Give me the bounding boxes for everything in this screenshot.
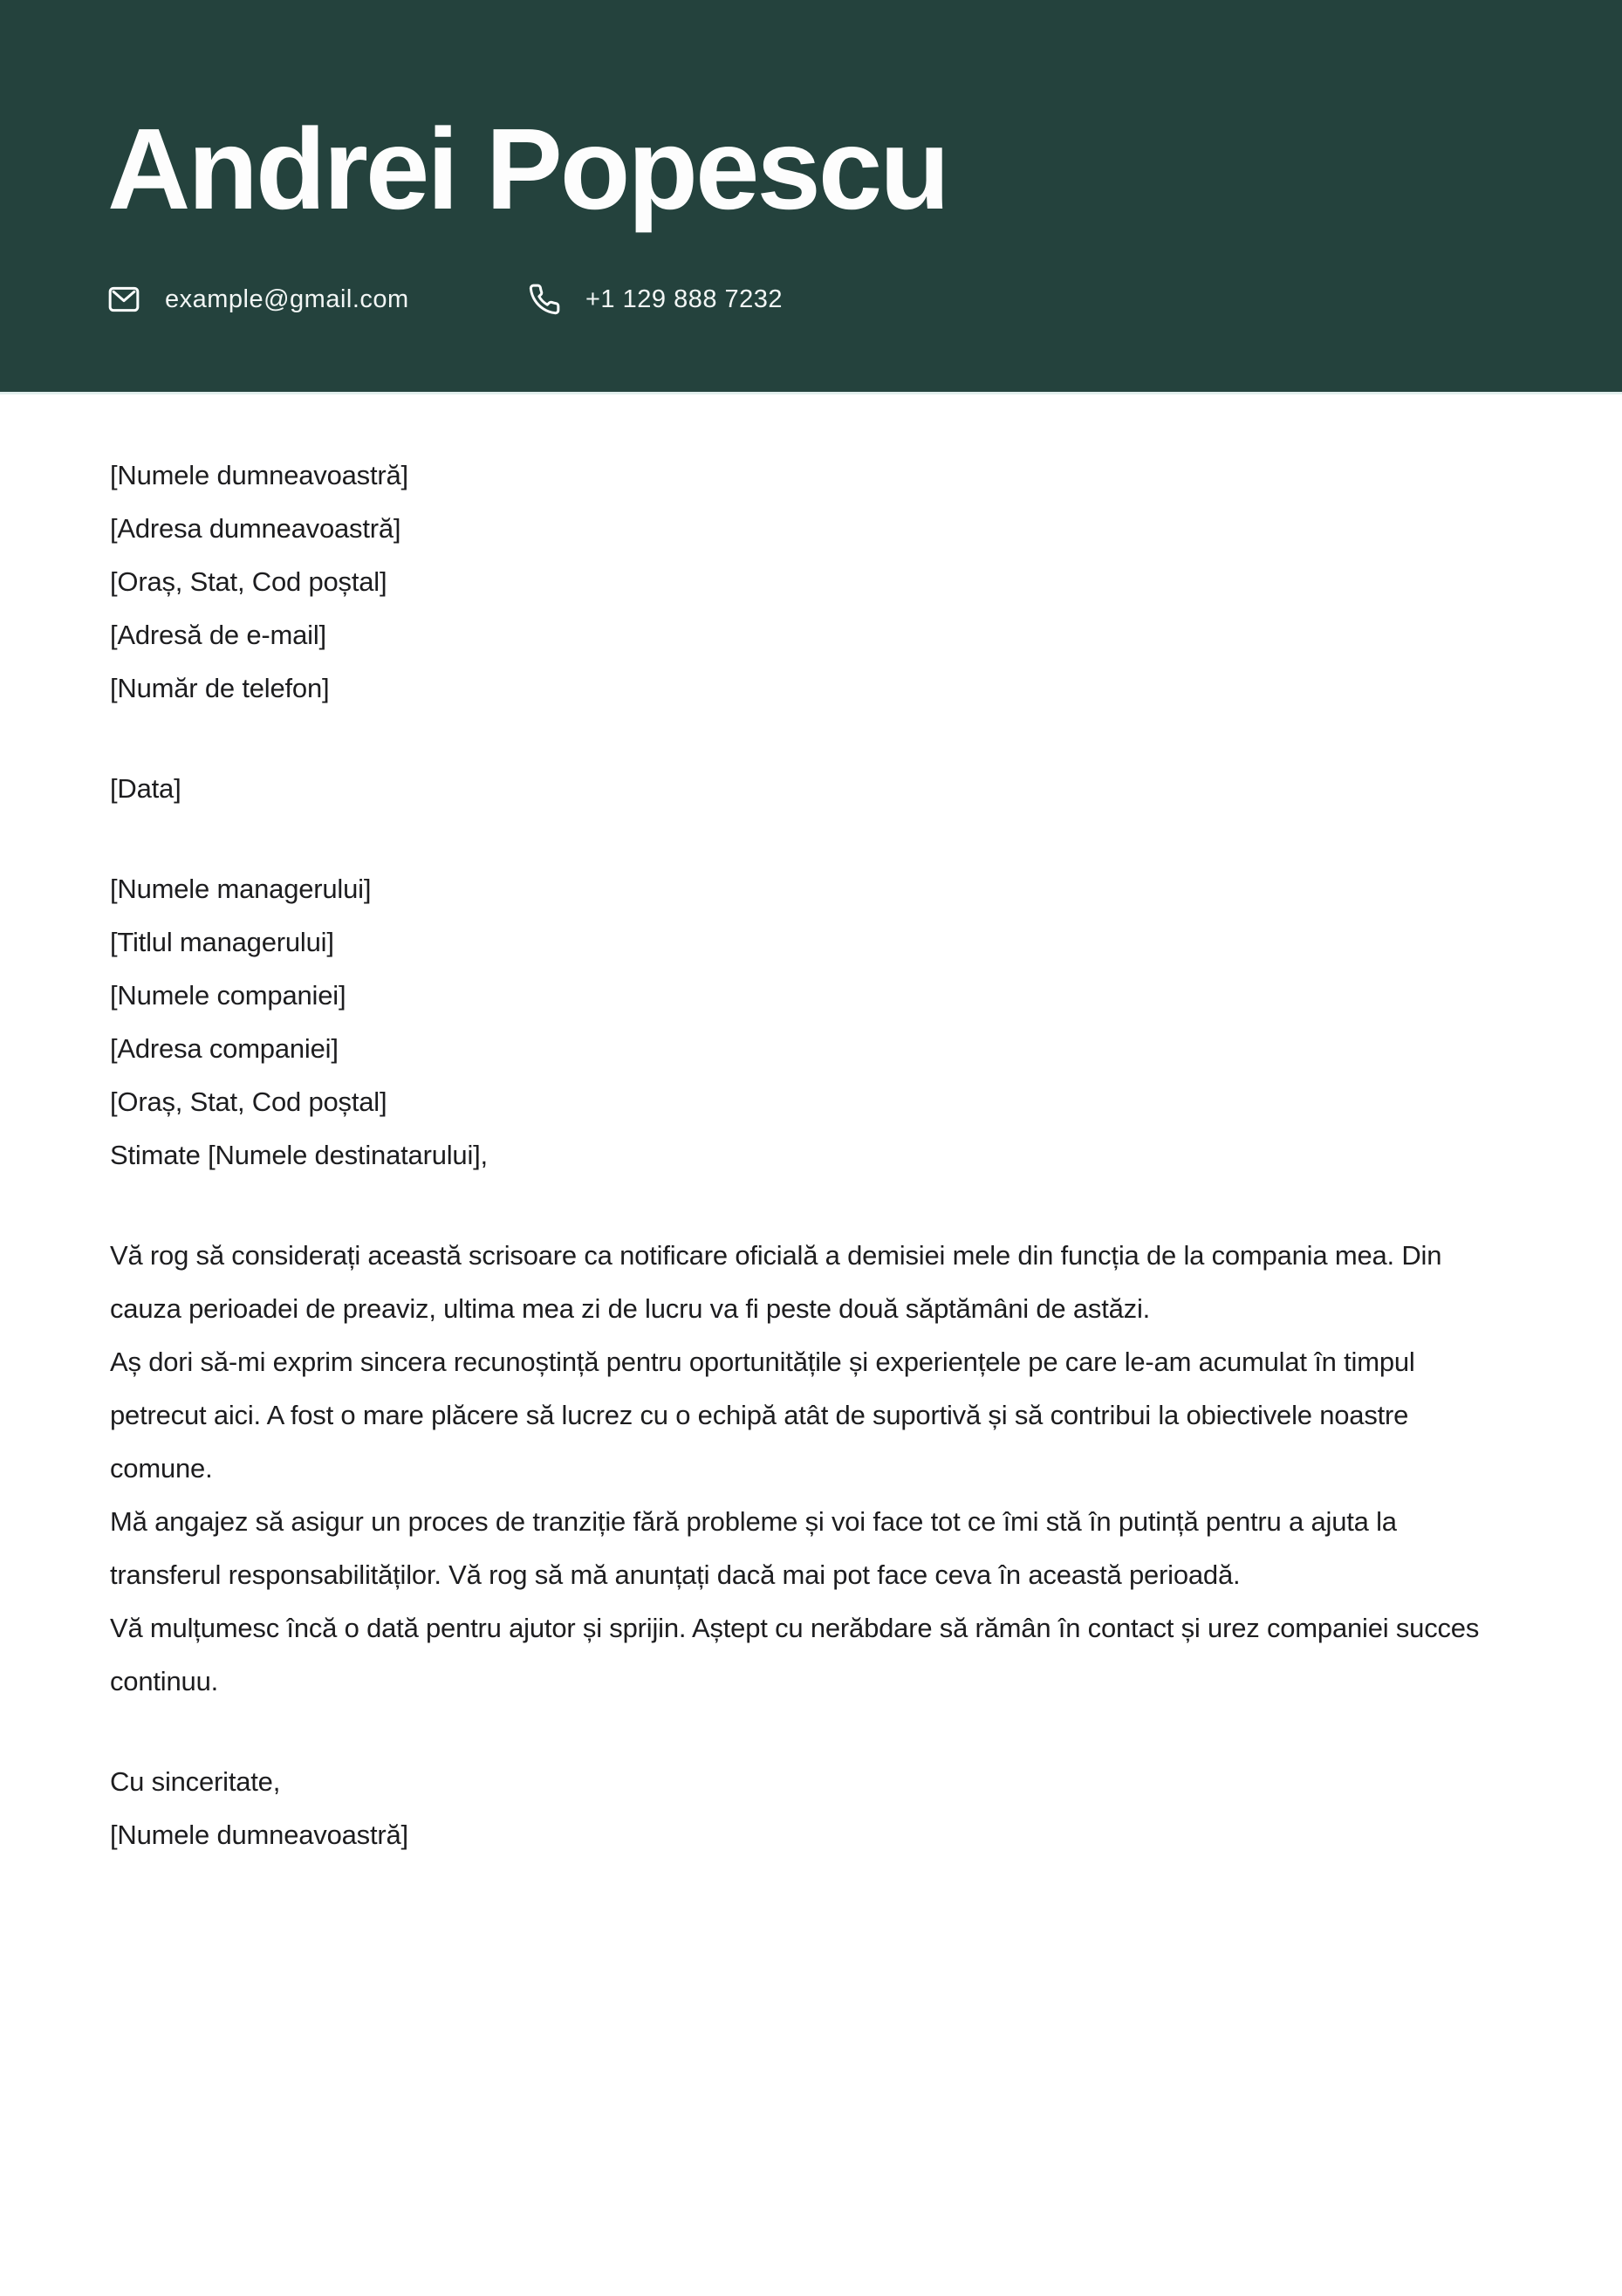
letter-body bbox=[0, 394, 1622, 1861]
closing-line: Cu sinceritate, bbox=[110, 1766, 281, 1797]
date-line: [Data] bbox=[110, 773, 181, 804]
sender-line: [Oraș, Stat, Cod poștal] bbox=[110, 566, 387, 597]
recipient-line: [Adresa companiei] bbox=[110, 1033, 339, 1064]
recipient-block bbox=[110, 862, 1512, 1128]
sender-line: [Numele dumneavoastră] bbox=[110, 460, 408, 490]
person-name: Andrei Popescu bbox=[107, 105, 948, 233]
paragraph: Vă rog să considerați această scrisoare ca notificare oficială a demisiei mele din funcția de la compania mea. Din cauza perioadei de preaviz, ultima mea zi de lucru va fi peste două săptămâni de astăzi. bbox=[110, 1240, 1442, 1324]
paragraph: Aș dori să-mi exprim sincera recunoștință pentru oportunitățile și experiențele pe care le-am acumulat în timpul petrecut aici. A fost o mare plăcere să lucrez cu o echipă atât de suportivă și să contribui la obiectivele noastre comune. bbox=[110, 1347, 1415, 1484]
email-text: example@gmail.com bbox=[165, 284, 409, 313]
date-block bbox=[110, 762, 1512, 815]
sender-block bbox=[110, 449, 1512, 715]
signature-line: [Numele dumneavoastră] bbox=[110, 1820, 408, 1850]
phone-icon bbox=[528, 283, 561, 316]
phone-text: +1 129 888 7232 bbox=[585, 284, 784, 313]
contact-phone bbox=[528, 283, 783, 316]
sender-line: [Adresă de e-mail] bbox=[110, 620, 326, 650]
recipient-line: [Numele companiei] bbox=[110, 980, 346, 1011]
header bbox=[0, 0, 1622, 394]
paragraph: Vă mulțumesc încă o dată pentru ajutor și sprijin. Aștept cu nerăbdare să rămân în contact și urez companiei succes continuu. bbox=[110, 1613, 1480, 1696]
sender-line: [Număr de telefon] bbox=[110, 673, 330, 703]
recipient-line: [Oraș, Stat, Cod poștal] bbox=[110, 1086, 387, 1117]
salutation: Stimate [Numele destinatarului], bbox=[110, 1140, 488, 1170]
recipient-line: [Numele managerului] bbox=[110, 874, 372, 904]
contact-email bbox=[107, 283, 528, 316]
mail-icon bbox=[107, 283, 140, 316]
body-paragraphs bbox=[110, 1229, 1512, 1708]
contact-row bbox=[107, 283, 1515, 316]
sender-line: [Adresa dumneavoastră] bbox=[110, 513, 401, 544]
recipient-line: [Titlul managerului] bbox=[110, 927, 334, 957]
paragraph: Mă angajez să asigur un proces de tranziție fără probleme și voi face tot ce îmi stă în putință pentru a ajuta la transferul responsabilităților. Vă rog să mă anunțați dacă mai pot face ceva în această perioadă. bbox=[110, 1506, 1397, 1590]
closing-block bbox=[110, 1755, 1512, 1861]
